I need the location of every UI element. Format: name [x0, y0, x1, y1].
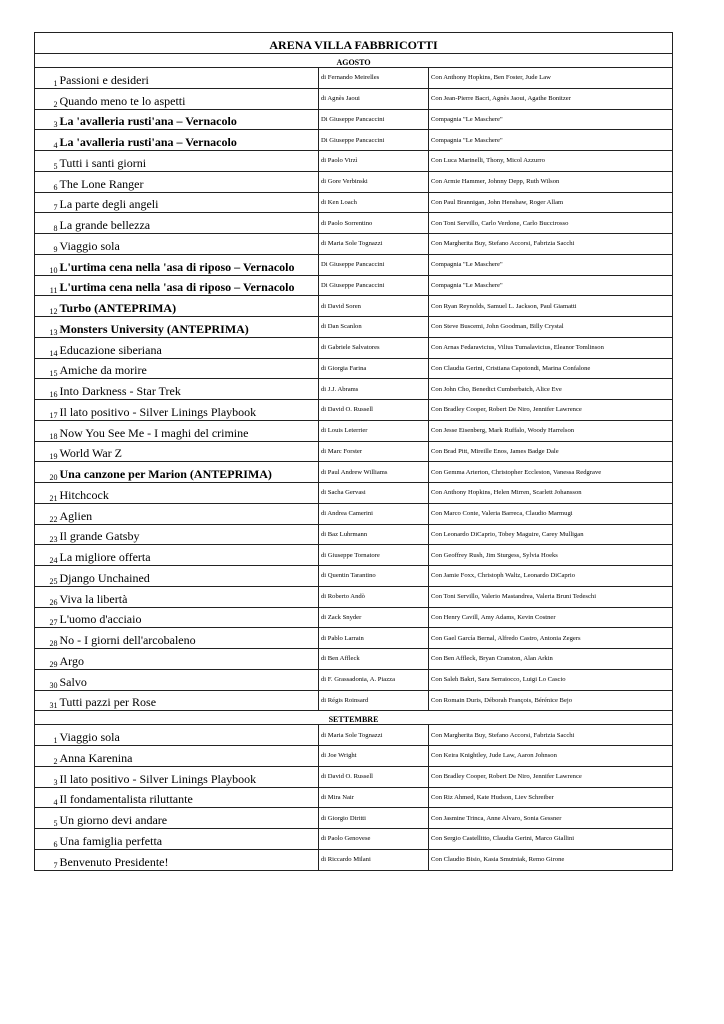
- film-title: Turbo (ANTEPRIMA): [59, 296, 319, 317]
- film-cast: Con Brad Pitt, Mireille Enos, James Badge Dale: [429, 441, 673, 462]
- day-number: 5: [35, 808, 59, 829]
- film-director: Di Giuseppe Pancaccini: [319, 254, 429, 275]
- film-cast: Con Toni Servillo, Valerio Mastandrea, Valeria Bruni Tedeschi: [429, 586, 673, 607]
- film-cast: Con Leonardo DiCaprio, Tobey Maguire, Carey Mulligan: [429, 524, 673, 545]
- film-title: La grande bellezza: [59, 213, 319, 234]
- film-cast: Con Jasmine Trinca, Anne Alvaro, Sonia Gessner: [429, 808, 673, 829]
- film-cast: Compagnia "Le Maschere": [429, 130, 673, 151]
- day-number: 5: [35, 151, 59, 172]
- film-title: Il grande Gatsby: [59, 524, 319, 545]
- film-title: Anna Karenina: [59, 746, 319, 767]
- film-title: Now You See Me - I maghi del crimine: [59, 420, 319, 441]
- day-number: 6: [35, 171, 59, 192]
- film-title: Monsters University (ANTEPRIMA): [59, 317, 319, 338]
- film-director: di Roberto Andò: [319, 586, 429, 607]
- day-number: 1: [35, 725, 59, 746]
- film-cast: Con Gael García Bernal, Alfredo Castro, Antonia Zegers: [429, 628, 673, 649]
- film-cast: Con Henry Cavill, Amy Adams, Kevin Costner: [429, 607, 673, 628]
- film-director: di Ben Affleck: [319, 649, 429, 670]
- film-director: di Paolo Genovese: [319, 829, 429, 850]
- film-cast: Con Saleh Bakri, Sara Serraiocco, Luigi Lo Cascio: [429, 669, 673, 690]
- film-title: Un giorno devi andare: [59, 808, 319, 829]
- table-row: [35, 787, 673, 808]
- day-number: 12: [35, 296, 59, 317]
- film-director: di Maria Sole Tognazzi: [319, 725, 429, 746]
- day-number: 4: [35, 787, 59, 808]
- film-title: Il fondamentalista riluttante: [59, 787, 319, 808]
- film-director: di David Soren: [319, 296, 429, 317]
- film-director: di Dan Scanlon: [319, 317, 429, 338]
- film-cast: Con Marco Conte, Valeria Barreca, Claudio Marmugi: [429, 503, 673, 524]
- film-director: di Gore Verbinski: [319, 171, 429, 192]
- table-row: [35, 109, 673, 130]
- film-title: Benvenuto Presidente!: [59, 849, 319, 870]
- film-title: L'uomo d'acciaio: [59, 607, 319, 628]
- film-title: World War Z: [59, 441, 319, 462]
- film-cast: Con Bradley Cooper, Robert De Niro, Jennifer Lawrence: [429, 766, 673, 787]
- day-number: 2: [35, 746, 59, 767]
- film-director: di Riccardo Milani: [319, 849, 429, 870]
- film-cast: Con Paul Brannigan, John Henshaw, Roger Allam: [429, 192, 673, 213]
- day-number: 3: [35, 766, 59, 787]
- day-number: 6: [35, 829, 59, 850]
- film-director: di Marc Forster: [319, 441, 429, 462]
- table-row: [35, 68, 673, 89]
- film-title: Tutti pazzi per Rose: [59, 690, 319, 711]
- table-row: [35, 586, 673, 607]
- table-row: [35, 849, 673, 870]
- film-title: La 'avalleria rusti'ana – Vernacolo: [59, 109, 319, 130]
- film-title: Django Unchained: [59, 566, 319, 587]
- table-row: [35, 379, 673, 400]
- table-row: [35, 151, 673, 172]
- film-title: Hitchcock: [59, 483, 319, 504]
- film-director: di Paul Andrew Williams: [319, 462, 429, 483]
- month-heading: SETTEMBRE: [35, 711, 673, 725]
- table-row: [35, 503, 673, 524]
- film-title: L'urtima cena nella 'asa di riposo – Vernacolo: [59, 254, 319, 275]
- table-row: [35, 88, 673, 109]
- day-number: 1: [35, 68, 59, 89]
- table-row: [35, 192, 673, 213]
- film-cast: Con Geoffrey Rush, Jim Sturgess, Sylvia Hoeks: [429, 545, 673, 566]
- day-number: 7: [35, 192, 59, 213]
- film-cast: Con Claudia Gerini, Cristiana Capotondi, Marina Confalone: [429, 358, 673, 379]
- film-director: di Fernando Meirelles: [319, 68, 429, 89]
- film-title: Into Darkness - Star Trek: [59, 379, 319, 400]
- day-number: 15: [35, 358, 59, 379]
- day-number: 22: [35, 503, 59, 524]
- film-title: La migliore offerta: [59, 545, 319, 566]
- table-row: [35, 275, 673, 296]
- film-title: No - I giorni dell'arcobaleno: [59, 628, 319, 649]
- table-row: [35, 254, 673, 275]
- film-director: di J.J. Abrams: [319, 379, 429, 400]
- day-number: 28: [35, 628, 59, 649]
- film-director: di Louis Leterrier: [319, 420, 429, 441]
- day-number: 3: [35, 109, 59, 130]
- day-number: 19: [35, 441, 59, 462]
- film-cast: Con Anthony Hopkins, Helen Mirren, Scarlett Johansson: [429, 483, 673, 504]
- film-title: Viaggio sola: [59, 725, 319, 746]
- table-row: [35, 130, 673, 151]
- film-cast: Con Margherita Buy, Stefano Accorsi, Fabrizia Sacchi: [429, 234, 673, 255]
- film-title: Amiche da morire: [59, 358, 319, 379]
- film-cast: Con Keira Knightley, Jude Law, Aaron Johnson: [429, 746, 673, 767]
- day-number: 25: [35, 566, 59, 587]
- table-row: [35, 545, 673, 566]
- month-heading: AGOSTO: [35, 54, 673, 68]
- film-director: di Andrea Camerini: [319, 503, 429, 524]
- film-director: di Paolo Virzì: [319, 151, 429, 172]
- film-director: di Giorgio Diritti: [319, 808, 429, 829]
- film-director: di Ken Loach: [319, 192, 429, 213]
- table-row: [35, 746, 673, 767]
- day-number: 10: [35, 254, 59, 275]
- day-number: 13: [35, 317, 59, 338]
- day-number: 20: [35, 462, 59, 483]
- table-row: [35, 462, 673, 483]
- day-number: 18: [35, 420, 59, 441]
- film-director: di Baz Luhrmann: [319, 524, 429, 545]
- film-cast: Con Ben Affleck, Bryan Cranston, Alan Arkin: [429, 649, 673, 670]
- film-cast: Con Anthony Hopkins, Ben Foster, Jude Law: [429, 68, 673, 89]
- day-number: 8: [35, 213, 59, 234]
- header-row: [35, 33, 673, 54]
- film-director: Di Giuseppe Pancaccini: [319, 109, 429, 130]
- film-cast: Con Jean-Pierre Bacri, Agnès Jaoui, Agathe Bonitzer: [429, 88, 673, 109]
- film-director: di Joe Wright: [319, 746, 429, 767]
- table-row: [35, 171, 673, 192]
- schedule-table: [34, 32, 673, 871]
- film-title: La 'avalleria rusti'ana – Vernacolo: [59, 130, 319, 151]
- page-title: ARENA VILLA FABBRICOTTI: [35, 33, 673, 54]
- table-row: [35, 420, 673, 441]
- film-director: di Agnès Jaoui: [319, 88, 429, 109]
- film-title: Aglien: [59, 503, 319, 524]
- film-director: di David O. Russell: [319, 766, 429, 787]
- table-row: [35, 628, 673, 649]
- film-title: The Lone Ranger: [59, 171, 319, 192]
- table-row: [35, 400, 673, 421]
- table-row: [35, 649, 673, 670]
- film-title: Passioni e desideri: [59, 68, 319, 89]
- day-number: 11: [35, 275, 59, 296]
- day-number: 14: [35, 337, 59, 358]
- day-number: 9: [35, 234, 59, 255]
- day-number: 26: [35, 586, 59, 607]
- film-cast: Compagnia "Le Maschere": [429, 109, 673, 130]
- table-row: [35, 317, 673, 338]
- month-row: [35, 54, 673, 68]
- film-director: di Sacha Gervasi: [319, 483, 429, 504]
- film-director: di Mira Nair: [319, 787, 429, 808]
- table-row: [35, 766, 673, 787]
- film-cast: Compagnia "Le Maschere": [429, 275, 673, 296]
- day-number: 17: [35, 400, 59, 421]
- table-row: [35, 566, 673, 587]
- table-row: [35, 483, 673, 504]
- film-title: Il lato positivo - Silver Linings Playbook: [59, 766, 319, 787]
- table-row: [35, 690, 673, 711]
- table-row: [35, 524, 673, 545]
- film-director: di Zack Snyder: [319, 607, 429, 628]
- film-cast: Con Jesse Eisenberg, Mark Ruffalo, Woody Harrelson: [429, 420, 673, 441]
- film-director: Di Giuseppe Pancaccini: [319, 130, 429, 151]
- film-title: Una famiglia perfetta: [59, 829, 319, 850]
- day-number: 4: [35, 130, 59, 151]
- film-director: di Pablo Larrain: [319, 628, 429, 649]
- film-cast: Con Margherita Buy, Stefano Accorsi, Fabrizia Sacchi: [429, 725, 673, 746]
- film-title: Salvo: [59, 669, 319, 690]
- day-number: 27: [35, 607, 59, 628]
- day-number: 23: [35, 524, 59, 545]
- film-cast: Con Gemma Arterton, Christopher Eccleston, Vanessa Redgrave: [429, 462, 673, 483]
- day-number: 29: [35, 649, 59, 670]
- table-row: [35, 725, 673, 746]
- film-title: Una canzone per Marion (ANTEPRIMA): [59, 462, 319, 483]
- table-row: [35, 234, 673, 255]
- table-row: [35, 808, 673, 829]
- film-cast: Con Sergio Castellitto, Claudia Gerini, Marco Giallini: [429, 829, 673, 850]
- film-title: Viva la libertà: [59, 586, 319, 607]
- film-director: di Maria Sole Tognazzi: [319, 234, 429, 255]
- table-row: [35, 829, 673, 850]
- film-cast: Con Jamie Foxx, Christoph Waltz, Leonardo DiCaprio: [429, 566, 673, 587]
- film-cast: Con Bradley Cooper, Robert De Niro, Jennifer Lawrence: [429, 400, 673, 421]
- table-row: [35, 337, 673, 358]
- film-title: La parte degli angeli: [59, 192, 319, 213]
- film-director: di Giuseppe Tornatore: [319, 545, 429, 566]
- film-cast: Con Armie Hammer, Johnny Depp, Ruth Wilson: [429, 171, 673, 192]
- film-director: di Gabriele Salvatores: [319, 337, 429, 358]
- film-director: di Régis Roinsard: [319, 690, 429, 711]
- film-director: di Quentin Tarantino: [319, 566, 429, 587]
- day-number: 7: [35, 849, 59, 870]
- day-number: 31: [35, 690, 59, 711]
- film-title: L'urtima cena nella 'asa di riposo – Vernacolo: [59, 275, 319, 296]
- table-row: [35, 607, 673, 628]
- film-title: Tutti i santi giorni: [59, 151, 319, 172]
- film-cast: Con Claudio Bisio, Kasia Smutniak, Remo Girone: [429, 849, 673, 870]
- film-cast: Con John Cho, Benedict Cumberbatch, Alice Eve: [429, 379, 673, 400]
- film-title: Educazione siberiana: [59, 337, 319, 358]
- film-title: Argo: [59, 649, 319, 670]
- film-director: di Giorgia Farina: [319, 358, 429, 379]
- film-cast: Con Riz Ahmed, Kate Hudson, Liev Schreiber: [429, 787, 673, 808]
- film-cast: Con Arnas Fedaravicius, Vilius Tumalavicius, Eleanor Tomlinson: [429, 337, 673, 358]
- day-number: 21: [35, 483, 59, 504]
- film-title: Viaggio sola: [59, 234, 319, 255]
- film-cast: Con Luca Marinelli, Thony, Micol Azzurro: [429, 151, 673, 172]
- film-director: Di Giuseppe Pancaccini: [319, 275, 429, 296]
- day-number: 16: [35, 379, 59, 400]
- table-row: [35, 358, 673, 379]
- film-director: di Paolo Sorrentino: [319, 213, 429, 234]
- table-row: [35, 669, 673, 690]
- film-title: Quando meno te lo aspetti: [59, 88, 319, 109]
- day-number: 30: [35, 669, 59, 690]
- month-row: [35, 711, 673, 725]
- film-cast: Con Ryan Reynolds, Samuel L. Jackson, Paul Giamatti: [429, 296, 673, 317]
- table-row: [35, 441, 673, 462]
- day-number: 24: [35, 545, 59, 566]
- film-cast: Compagnia "Le Maschere": [429, 254, 673, 275]
- film-director: di F. Grassadonia, A. Piazza: [319, 669, 429, 690]
- film-cast: Con Romain Duris, Déborah François, Bérénice Bejo: [429, 690, 673, 711]
- film-cast: Con Steve Buscemi, John Goodman, Billy Crystal: [429, 317, 673, 338]
- table-row: [35, 213, 673, 234]
- table-row: [35, 296, 673, 317]
- day-number: 2: [35, 88, 59, 109]
- film-cast: Con Toni Servillo, Carlo Verdone, Carlo Buccirosso: [429, 213, 673, 234]
- film-director: di David O. Russell: [319, 400, 429, 421]
- film-title: Il lato positivo - Silver Linings Playbook: [59, 400, 319, 421]
